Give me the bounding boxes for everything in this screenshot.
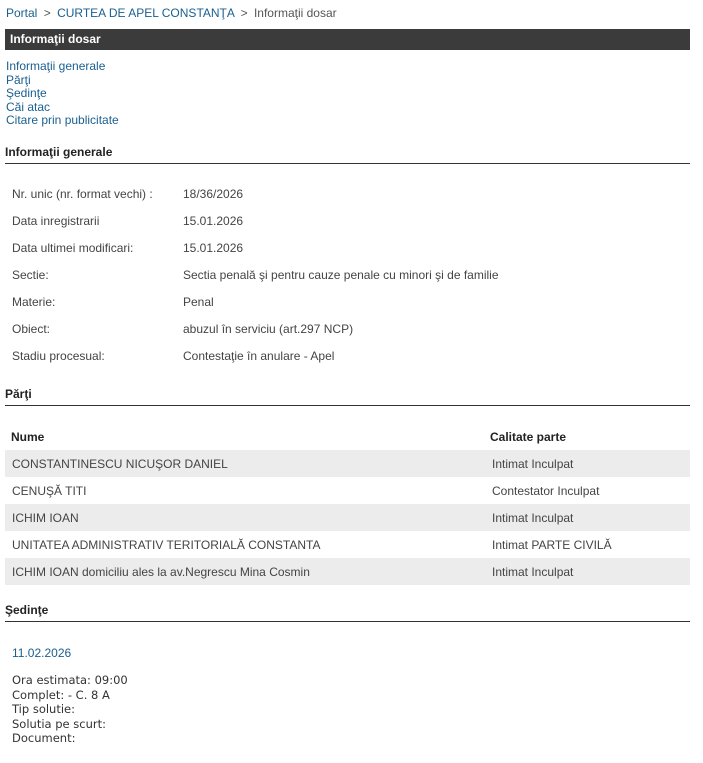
table-row [5,531,690,558]
table-row [5,450,690,477]
party-role: Intimat Inculpat [492,565,574,579]
info-label: Obiect: [12,322,51,336]
table-row [5,504,690,531]
info-value: 15.01.2026 [183,241,244,255]
hearing-solution-type: Tip solutie: [12,702,75,716]
party-name: ICHIM IOAN domiciliu ales la av.Negrescu Mina Cosmin [12,565,310,579]
info-value: 15.01.2026 [183,214,244,228]
hearing-date: 11.02.2026 [12,646,72,660]
table-row [5,558,690,585]
parties-table-header [5,428,690,450]
hearing-estimated-time: Ora estimata: 09:00 [12,673,128,687]
table-row [5,477,690,504]
parties-table [5,428,690,585]
column-header-name: Nume [11,430,45,444]
page-title: Informaţii dosar [5,29,690,50]
nav-link-public-summons[interactable]: Citare prin publicitate [6,113,119,127]
info-label: Data inregistrarii [12,214,100,228]
breadcrumb-current: Informaţii dosar [253,6,337,20]
nav-link-parties[interactable]: Părţi [6,72,31,87]
info-value: 18/36/2026 [183,187,244,201]
nav-link-appeals[interactable]: Căi atac [6,99,51,114]
hearing-panel: Complet: - C. 8 A [12,687,110,702]
party-role: Intimat Inculpat [492,511,574,525]
breadcrumb-portal-link[interactable]: Portal [6,6,38,20]
breadcrumb-court-link[interactable]: CURTEA DE APEL CONSTANŢA [57,6,235,20]
party-name: ICHIM IOAN [12,511,79,525]
party-role: Intimat PARTE CIVILĂ [492,538,612,552]
info-value: Contestaţie în anulare - Apel [183,349,335,363]
quick-nav [6,60,119,128]
party-name: CENUŞĂ TITI [12,484,87,498]
column-header-role: Calitate parte [490,430,567,444]
party-name: UNITATEA ADMINISTRATIV TERITORIALĂ CONSTANTA [12,538,321,552]
party-role: Contestator Inculpat [492,484,600,498]
info-label: Stadiu procesual: [12,349,105,363]
breadcrumb [6,6,337,20]
info-label: Nr. unic (nr. format vechi) : [12,187,153,201]
nav-link-hearings[interactable]: Şedinţe [6,86,47,100]
section-heading-general-info: Informaţii generale [5,145,690,164]
hearing-details [12,673,128,746]
info-label: Data ultimei modificari: [12,241,134,255]
hearing-solution-summary: Solutia pe scurt: [12,716,106,731]
info-value: Sectia penală şi pentru cauze penale cu minori şi de familie [183,268,499,282]
section-heading-parties: Părţi [5,387,690,406]
breadcrumb-separator: > [240,6,248,20]
info-value: Penal [183,295,214,309]
info-label: Materie: [12,295,56,309]
nav-link-general-info[interactable]: Informaţii generale [6,59,106,73]
section-heading-hearings: Şedinţe [5,603,690,622]
party-name: CONSTANTINESCU NICUŞOR DANIEL [12,457,228,471]
breadcrumb-separator: > [43,6,51,20]
info-value: abuzul în serviciu (art.297 NCP) [183,322,354,336]
info-label: Sectie: [12,268,49,282]
hearing-document: Document: [12,731,76,745]
party-role: Intimat Inculpat [492,457,574,471]
